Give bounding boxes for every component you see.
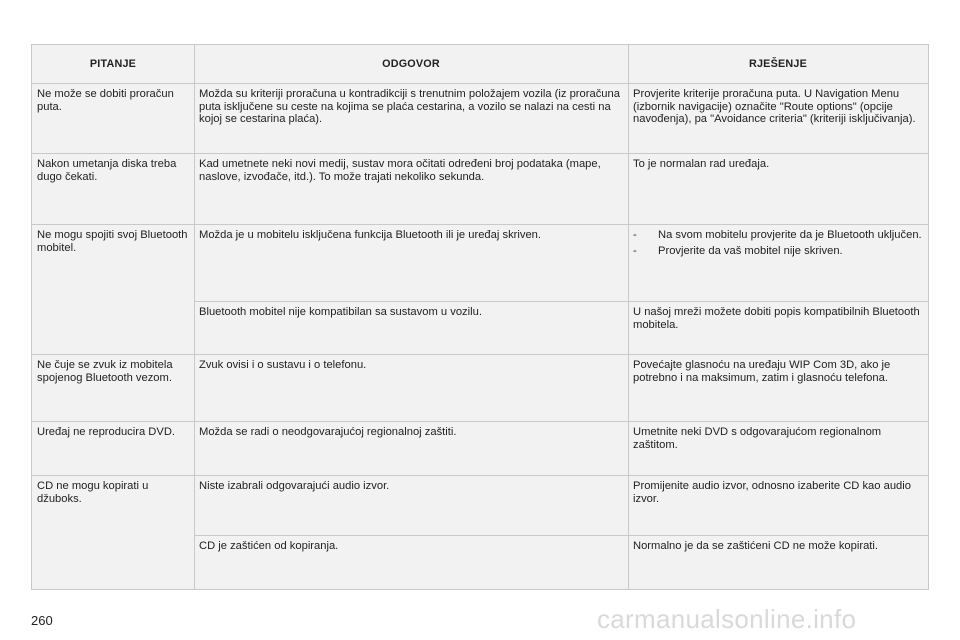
solution-cell: To je normalan rad uređaja.: [633, 158, 770, 170]
dash-bullet: -: [633, 244, 637, 257]
table-subrow: [32, 225, 928, 301]
table-subrow: [32, 536, 928, 589]
page-number: 260: [31, 613, 53, 628]
question-cell: Ne mogu spojiti svoj Bluetooth mobitel.: [37, 229, 188, 254]
table-row: [32, 422, 928, 475]
table-row: [32, 355, 928, 421]
header-odgovor: ODGOVOR: [382, 58, 440, 70]
solution-item-text: Provjerite da vaš mobitel nije skriven.: [658, 244, 843, 257]
solution-cell: Normalno je da se zaštićeni CD ne može kopirati.: [633, 540, 878, 552]
answer-cell: Kad umetnete neki novi medij, sustav mora očitati određeni broj podataka (mape, naslove, izvođače, itd.). To može trajati nekoliko sekunda.: [199, 158, 601, 183]
header-pitanje: PITANJE: [89, 58, 137, 70]
dash-bullet: -: [633, 229, 637, 241]
troubleshooting-table: [31, 44, 929, 590]
column-divider: [628, 45, 629, 589]
column-divider: [194, 45, 195, 589]
question-cell: Ne može se dobiti proračun puta.: [37, 88, 174, 113]
table-subrow: [32, 302, 928, 354]
watermark: carmanualsonline.info: [597, 604, 857, 634]
solution-cell: Promijenite audio izvor, odnosno izaberite CD kao audio izvor.: [633, 480, 911, 505]
table-header: [32, 45, 928, 83]
question-cell: Ne čuje se zvuk iz mobitela spojenog Bluetooth vezom.: [37, 359, 173, 384]
header-rjesenje: RJEŠENJE: [748, 58, 807, 70]
table-row: [32, 154, 928, 224]
answer-cell: Niste izabrali odgovarajući audio izvor.: [199, 480, 390, 492]
table-subrow: [32, 476, 928, 535]
solution-cell: U našoj mreži možete dobiti popis kompatibilnih Bluetooth mobitela.: [633, 306, 920, 331]
table-row: [32, 84, 928, 153]
solution-cell: [628, 225, 928, 301]
question-cell: Nakon umetanja diska treba dugo čekati.: [37, 158, 177, 183]
solution-list-item: [633, 229, 923, 242]
solution-cell: Provjerite kriterije proračuna puta. U Navigation Menu (izbornik navigacije) označite "Route options" (opcije navođenja), pa "Avoidance criteria" (kriteriji isključivanja).: [633, 88, 916, 126]
question-cell: Uređaj ne reproducira DVD.: [37, 426, 176, 438]
solution-list-item: [633, 245, 923, 258]
answer-cell: Možda se radi o neodgovarajućoj regionalnoj zaštiti.: [199, 426, 457, 438]
answer-cell: Možda su kriteriji proračuna u kontradikciji s trenutnim položajem vozila (iz proračuna puta isključene su ceste na kojima se plaća cestarina, a vozilo se nalazi na cesti na kojoj se cestarina plaća).: [199, 88, 620, 126]
answer-cell: Možda je u mobitelu isključena funkcija Bluetooth ili je uređaj skriven.: [199, 229, 542, 241]
solution-item-text: Na svom mobitelu provjerite da je Bluetooth uključen.: [658, 229, 922, 241]
question-cell: CD ne mogu kopirati u džuboks.: [37, 480, 149, 505]
answer-cell: Bluetooth mobitel nije kompatibilan sa sustavom u vozilu.: [199, 306, 482, 318]
solution-cell: Povećajte glasnoću na uređaju WIP Com 3D, ako je potrebno i na maksimum, zatim i glasnoću telefona.: [633, 359, 891, 384]
solution-cell: Umetnite neki DVD s odgovarajućom regionalnom zaštitom.: [633, 426, 882, 451]
answer-cell: CD je zaštićen od kopiranja.: [199, 540, 339, 552]
answer-cell: Zvuk ovisi i o sustavu i o telefonu.: [199, 359, 367, 371]
